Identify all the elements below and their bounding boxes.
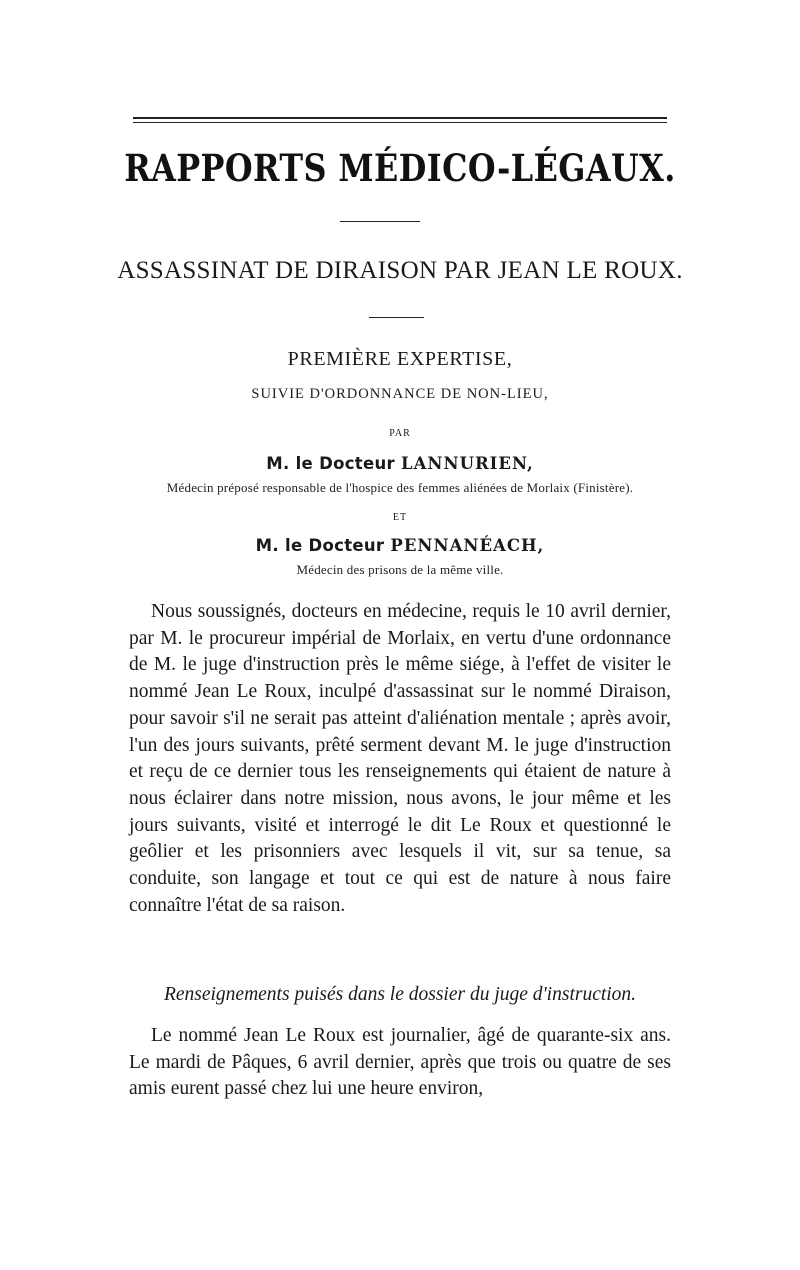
par-label: PAR — [389, 428, 411, 439]
report-subtitle: ASSASSINAT DE DIRAISON PAR JEAN LE ROUX. — [117, 257, 683, 284]
doctor-2 — [0, 536, 800, 555]
doctor-1 — [0, 454, 800, 473]
et-label: ET — [392, 512, 408, 523]
section-heading: Renseignements puisés dans le dossier du juge d'instruction. — [163, 984, 637, 1005]
header-double-rule — [133, 117, 667, 123]
main-title: RAPPORTS MÉDICO-LÉGAUX. — [124, 146, 676, 190]
expertise-subtitle: SUIVIE D'ORDONNANCE DE NON-LIEU, — [251, 386, 549, 402]
doctor-2-prefix: M. le Docteur — [255, 536, 385, 555]
doctor-1-name: LANNURIEN, — [401, 454, 534, 473]
doctor-1-affiliation: Médecin préposé responsable de l'hospice des femmes aliénées de Morlaix (Finistère). — [166, 480, 634, 495]
subtitle-divider — [369, 317, 424, 318]
doctor-1-prefix: M. le Docteur — [266, 454, 395, 473]
doctor-2-affiliation: Médecin des prisons de la même ville. — [296, 562, 504, 577]
title-divider — [340, 221, 420, 222]
expertise-title: PREMIÈRE EXPERTISE, — [287, 348, 513, 370]
paragraph-2: Le nommé Jean Le Roux est journalier, âgé de quarante-six ans. Le mardi de Pâques, 6 avril dernier, après que trois ou quatre de ses amis eurent passé chez lui une heure environ, — [129, 1025, 671, 1100]
doctor-2-name: PENNANÉACH, — [390, 536, 545, 555]
paragraph-1: Nous soussignés, docteurs en médecine, requis le 10 avril dernier, par M. le procureur impérial de Morlaix, en vertu d'une ordonnance de M. le juge d'instruction près le même siége, à l'effet de visiter le nommé Jean Le Roux, inculpé d'assassinat sur le nommé Diraison, pour savoir s'il ne serait pas atteint d'aliénation mentale ; après avoir, l'un des jours suivants, prêté serment devant M. le juge d'instruction et reçu de ce dernier tous les renseignements qui étaient de nature à nous éclairer dans notre mission, nous avons, le jour même et les jours suivants, visité et interrogé le dit Le Roux et questionné le geôlier et les prisonniers avec lesquels il vit, sur sa tenue, sa conduite, son langage et tout ce qui est de nature à nous faire connaître l'état de sa raison. — [129, 601, 671, 916]
